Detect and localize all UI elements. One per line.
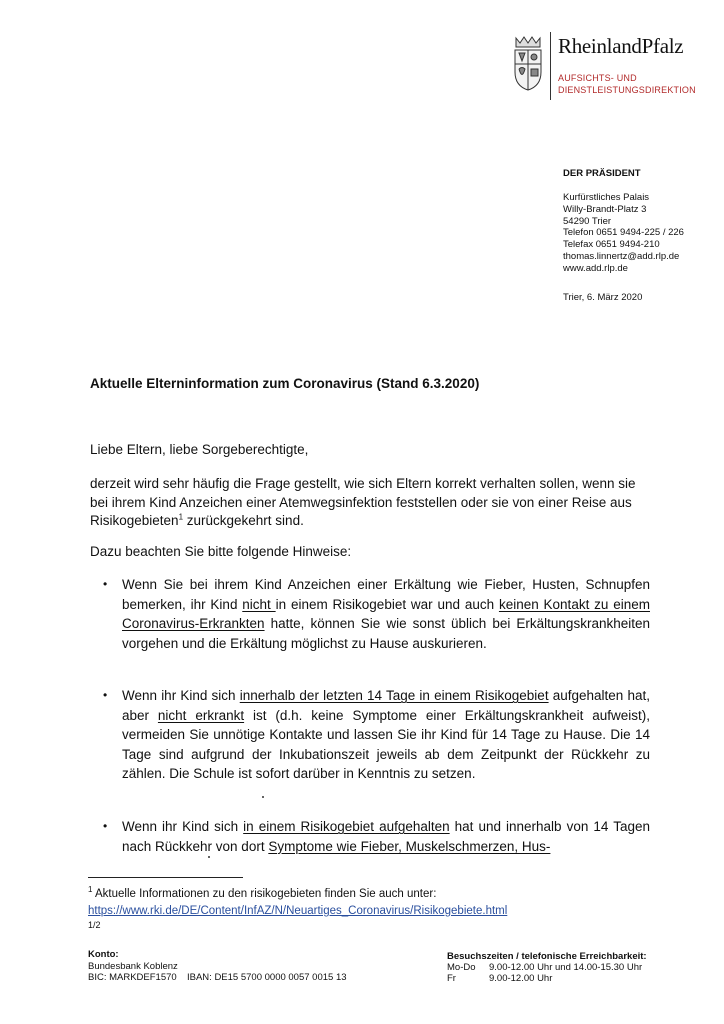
underlined-text: innerhalb der letzten 14 Tage in einem Risikogebiet [239, 688, 549, 703]
footnote-number: 1 [88, 885, 93, 895]
underlined-text: keinen Kontakt zu einem Coronavirus-Erkrankten [122, 596, 650, 631]
letter-date: Trier, 6. März 2020 [563, 292, 643, 303]
bic-code: BIC: MARKDEF1570 [88, 972, 177, 983]
iban-code: IBAN: DE15 5700 0000 0057 0015 13 [187, 972, 347, 983]
bullet-item [103, 817, 650, 856]
text-run: Wenn Sie bei ihrem Kind Anzeichen einer Erkältung wie Fieber, Husten, Schnupfen bemerken, ihr Kind [122, 577, 650, 612]
footnote-body: Aktuelle Informationen zu den risikogebieten finden Sie auch unter: [92, 888, 437, 900]
underlined-text: nicht [242, 596, 276, 612]
underlined-text: nicht erkrankt [157, 707, 245, 723]
hours-row [447, 962, 642, 973]
hours-days: Fr [447, 973, 456, 984]
address-line: Kurfürstliches Palais [563, 192, 650, 203]
agency-line: AUFSICHTS- UND [558, 73, 637, 83]
bullet-item [103, 686, 650, 784]
footnote-text [88, 887, 436, 902]
website-line: www.add.rlp.de [563, 262, 628, 274]
underlined-text: Symptome wie Fieber, Muskelschmerzen, Hus- [268, 838, 551, 854]
text-run: Wenn ihr Kind sich [122, 819, 244, 834]
bank-name: Bundesbank Koblenz [88, 961, 178, 972]
brand-name: RheinlandPfalz [558, 34, 684, 58]
instructions-intro: Dazu beachten Sie bitte folgende Hinweise: [90, 544, 352, 559]
bullet-item [103, 575, 650, 653]
text-run: hatte, können Sie wie sonst üblich bei Erkältungskrankheiten vorgehen und die Erkältung möglichst zu Hause auskurieren. [122, 616, 650, 651]
intro-paragraph [90, 475, 650, 531]
account-label: Konto: [88, 949, 119, 960]
hours-days: Mo-Do [447, 962, 476, 973]
bullet-icon: • [103, 688, 108, 702]
intro-text: derzeit wird sehr häufig die Frage gestellt, wie sich Eltern korrekt verhalten sollen, wenn sie bei ihrem Kind Anzeichen einer Atemwegsinfektion feststellen oder sie von einer Reise aus Risikogebieten [90, 476, 636, 529]
letter-subject: Aktuelle Elterninformation zum Coronavirus (Stand 6.3.2020) [90, 376, 480, 391]
page-number: 1/2 [88, 920, 101, 930]
email-line: thomas.linnertz@add.rlp.de [563, 250, 680, 262]
scan-speck [208, 856, 210, 858]
hours-row [447, 973, 552, 984]
hours-label: Besuchszeiten / telefonische Erreichbarkeit: [447, 951, 647, 962]
coat-of-arms-icon [510, 34, 546, 94]
footnote-divider [88, 877, 243, 878]
bullet-icon: • [103, 819, 108, 833]
bullet-text [122, 577, 650, 651]
text-run: in einem Risikogebiet war und auch [275, 596, 499, 612]
bullet-icon: • [103, 577, 108, 591]
footnote-ref: 1 [178, 512, 184, 522]
text-run: Wenn ihr Kind sich [122, 688, 240, 703]
agency-name [558, 72, 696, 96]
scan-speck [262, 796, 264, 798]
phone-line: Telefon 0651 9494-225 / 226 [563, 227, 684, 239]
salutation: Liebe Eltern, liebe Sorgeberechtigte, [90, 442, 309, 457]
fax-line: Telefax 0651 9494-210 [563, 239, 660, 251]
footnote-link[interactable]: https://www.rki.de/DE/Content/InfAZ/N/Neuartiges_Coronavirus/Risikogebiete.html [88, 905, 508, 917]
sender-title: DER PRÄSIDENT [563, 168, 641, 179]
text-run: hat und innerhalb von 14 Tagen nach Rückkehr von dort [122, 819, 650, 854]
sender-address [563, 192, 684, 275]
underlined-text: in einem Risikogebiet aufgehalten [243, 819, 450, 834]
hours-time: 9.00-12.00 Uhr [489, 973, 553, 984]
bullet-text [122, 688, 650, 781]
hours-time: 9.00-12.00 Uhr und 14.00-15.30 Uhr [489, 962, 643, 973]
letterhead-divider [550, 32, 551, 100]
text-run: ist (d.h. keine Symptome einer Erkältungskrankheit aufweist), vermeiden Sie unnötige Kontakte und lassen Sie ihr Kind für 14 Tage zu Hause. Die 14 Tage sind aufgrund der Inkubationszeit jeweils ab dem Zeitpunkt der Rückkehr zu zählen. Die Schule ist sofort darüber in Kenntnis zu setzen. [122, 707, 650, 781]
agency-line: DIENSTLEISTUNGSDIREKTION [558, 85, 696, 95]
intro-text-end: zurückgekehrt sind. [183, 513, 304, 529]
bullet-text [122, 819, 650, 854]
address-line: Willy-Brandt-Platz 3 [563, 203, 647, 215]
address-line: 54290 Trier [563, 215, 612, 227]
text-run: aufgehalten hat, aber [122, 688, 650, 723]
